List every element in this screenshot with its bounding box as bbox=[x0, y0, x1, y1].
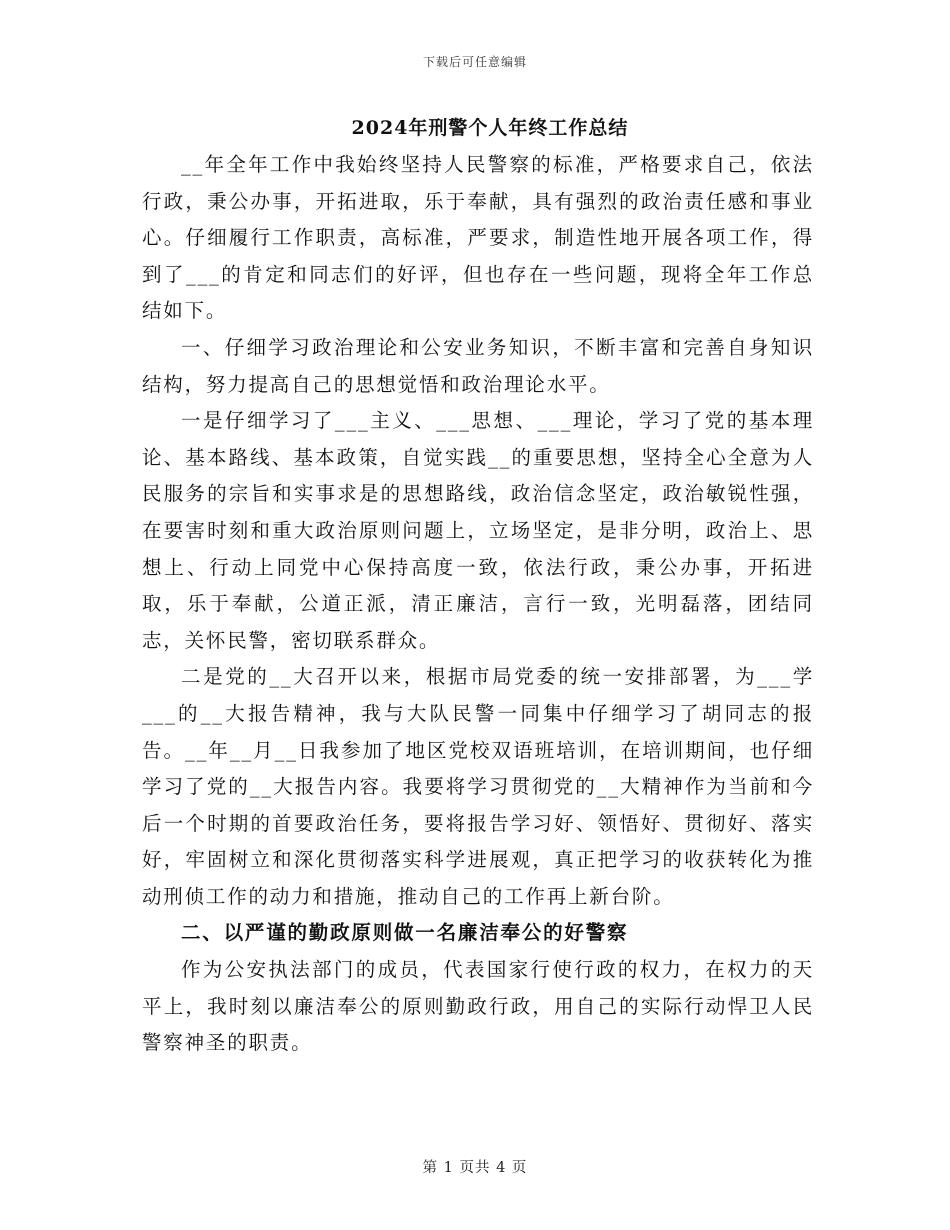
document-title: 2024年刑警个人年终工作总结 bbox=[351, 117, 629, 139]
paragraph-point-one: 一是仔细学习了___主义、___思想、___理论，学习了党的基本理论、基本路线、基本政策，自觉实践__的重要思想，坚持全心全意为人民服务的宗旨和实事求是的思想路线，政治信念坚定，政治敏锐性强，在要害时刻和重大政治原则问题上，立场坚定，是非分明，政治上、思想上、行动上同党中心保持高度一致，依法行政，秉公办事，开拓进取，乐于奉献，公道正派，清正廉洁，言行一致，光明磊落，团结同志，关怀民警，密切联系群众。 bbox=[142, 409, 814, 652]
header-note: 下载后可任意编辑 bbox=[422, 55, 527, 69]
paragraph-intro: __年全年工作中我始终坚持人民警察的标准，严格要求自己，依法行政，秉公办事，开拓进取，乐于奉献，具有强烈的政治责任感和事业心。仔细履行工作职责，高标准，严要求，制造性地开展各项工作，得到了___的肯定和同志们的好评，但也存在一些问题，现将全年工作总结如下。 bbox=[142, 153, 814, 323]
paragraph-section-one-heading: 一、仔细学习政治理论和公安业务知识，不断丰富和完善自身知识结构，努力提高自己的思想觉悟和政治理论水平。 bbox=[142, 335, 814, 396]
page-number: 第 1 页共 4 页 bbox=[422, 1160, 528, 1176]
paragraph-section-two-body: 作为公安执法部门的成员，代表国家行使行政的权力，在权力的天平上，我时刻以廉洁奉公的原则勤政行政，用自己的实际行动悍卫人民警察神圣的职责。 bbox=[142, 958, 814, 1055]
paragraph-point-two: 二是党的__大召开以来，根据市局党委的统一安排部署，为___学___的__大报告精神，我与大队民警一同集中仔细学习了胡同志的报告。__年__月__日我参加了地区党校双语班培训，在培训期间，也仔细学习了党的__大报告内容。我要将学习贯彻党的__大精神作为当前和今后一个时期的首要政治任务，要将报告学习好、领悟好、贯彻好、落实好，牢固树立和深化贯彻落实科学进展观，真正把学习的收获转化为推动刑侦工作的动力和措施，推动自己的工作再上新台阶。 bbox=[142, 665, 814, 908]
document-body bbox=[142, 147, 814, 1062]
paragraph-section-two-heading: 二、以严谨的勤政原则做一名廉洁奉公的好警察 bbox=[181, 921, 629, 945]
